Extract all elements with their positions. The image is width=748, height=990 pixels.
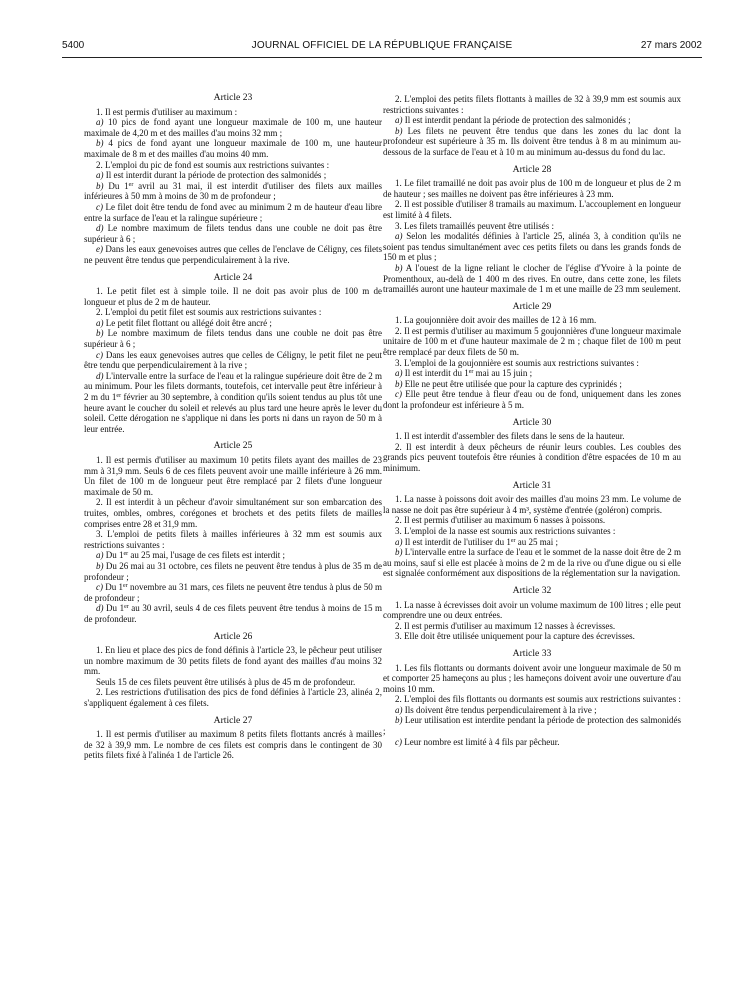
article-section <box>383 481 681 579</box>
article-paragraph: c) Le filet doit être tendu de fond avec au minimum 2 m de hauteur d'eau libre entre la surface de l'eau et la ralingue supérieure ; <box>84 201 382 223</box>
article-title: Article 33 <box>512 647 552 659</box>
article-paragraph: 3. Les filets tramaillés peuvent être utilisés : <box>395 220 554 231</box>
article-paragraph: a) Ils doivent être tendus perpendiculairement à la rive ; <box>395 704 597 715</box>
article-title: Article 29 <box>512 300 552 312</box>
publication-date: 27 mars 2002 <box>640 40 702 51</box>
article-paragraph: 1. La nasse à poissons doit avoir des mailles d'au moins 23 mm. Le volume de la nasse ne doit pas être supérieur à 4 m³, système d'entrée (goléron) compris. <box>383 494 681 515</box>
article-paragraph: 2. Les restrictions d'utilisation des pics de fond définies à l'article 23, alinéa 2, s'appliquent également à ces filets. <box>84 687 382 709</box>
article-paragraph: a) Le petit filet flottant ou allégé doit être ancré ; <box>96 317 272 328</box>
article-paragraph: 1. Il est interdit d'assembler des filets dans le sens de la hauteur. <box>395 431 625 442</box>
article-paragraph: 2. Il est interdit à deux pêcheurs de réunir leurs coubles. Les coubles des grands pics peuvent toutefois être réunies à condition d'être espacées de 10 m au minimum. <box>383 441 681 473</box>
article-title: Article 24 <box>213 271 253 283</box>
article-paragraph: a) 10 pics de fond ayant une longueur maximale de 100 m, une hauteur maximale de 4,20 m et des mailles d'au moins 32 mm ; <box>84 117 382 138</box>
article-paragraph: d) Du 1er au 30 avril, seuls 4 de ces filets peuvent être tendus à moins de 15 m de profondeur. <box>84 603 383 624</box>
article-paragraph: 2. Il est possible d'utiliser 8 tramails au maximum. L'accouplement en longueur est limité à 4 filets. <box>383 199 681 220</box>
article-paragraph: c) Dans les eaux genevoises autres que celles de Céligny, le petit filet ne peut être tendu que perpendiculairement à la rive ; <box>84 349 382 371</box>
journal-title: JOURNAL OFFICIEL DE LA RÉPUBLIQUE FRANÇAISE <box>251 40 513 51</box>
article-paragraph: a) Selon les modalités définies à l'article 25, alinéa 3, à condition qu'ils ne soient pas tendus simultanément avec ces petits filets ou dans les grands fonds de 150 m et plus ; <box>383 231 681 263</box>
article-section <box>383 586 681 642</box>
right-column <box>383 94 681 747</box>
article-title: Article 32 <box>512 584 552 596</box>
article-paragraph: 1. Il est permis d'utiliser au maximum 10 petits filets ayant des mailles de 23 mm à 31,9 mm. Seuls 6 de ces filets peuvent avoir une maille inférieure à 26 mm. Un filet de 100 m de longueur peut être remplacé par 2 filets d'une longueur maximale de 50 m. <box>84 455 382 497</box>
article-paragraph: e) Dans les eaux genevoises autres que celles de l'enclave de Céligny, ces filets ne peuvent être tendus que perpendiculairement à la rive. <box>84 244 382 265</box>
article-paragraph: 1. En lieu et place des pics de fond définis à l'article 23, le pêcheur peut utiliser un nombre maximum de 30 petits filets de fond ayant des mailles d'au moins 32 mm. <box>84 645 382 677</box>
article-paragraph: 2. Il est interdit à un pêcheur d'avoir simultanément sur son embarcation des truites, ombles, ombres, corégones et brochets et des petits filets de mailles comprises entre 28 et 31,9 mm. <box>84 497 382 529</box>
article-section <box>383 418 681 474</box>
article-section <box>84 93 382 266</box>
article-paragraph: c) Du 1er novembre au 31 mars, ces filets ne peuvent être tendus à plus de 50 m de profondeur ; <box>84 582 382 603</box>
article-section <box>383 165 681 295</box>
article-section <box>84 632 382 709</box>
article-paragraph: 2. L'emploi du pic de fond est soumis aux restrictions suivantes : <box>96 159 330 170</box>
article-paragraph: c) Leur nombre est limité à 4 fils par pêcheur. <box>395 736 560 747</box>
article-title: Article 28 <box>512 163 552 175</box>
article-paragraph: b) Du 1er avril au 31 mai, il est interdit d'utiliser des filets aux mailles inférieures à 50 mm à moins de 30 m de profondeur ; <box>84 180 383 202</box>
article-title: Article 26 <box>213 630 253 642</box>
article-paragraph: b) Elle ne peut être utilisée que pour la capture des cyprinidés ; <box>395 378 622 389</box>
article-section <box>383 94 681 158</box>
article-section <box>383 649 681 747</box>
article-section <box>84 716 382 761</box>
article-section <box>383 302 681 411</box>
article-paragraph: 2. Il est permis d'utiliser au maximum 12 nasses à écrevisses. <box>395 620 616 631</box>
article-paragraph: b) Leur utilisation est interdite pendant la période de protection des salmonidés ; <box>383 715 681 737</box>
article-paragraph: 1. Il est permis d'utiliser au maximum : <box>96 106 238 117</box>
article-paragraph: 2. L'emploi du petit filet est soumis aux restrictions suivantes : <box>96 307 322 318</box>
article-title: Article 23 <box>213 92 253 103</box>
article-title: Article 25 <box>213 440 253 452</box>
page-number: 5400 <box>62 40 85 51</box>
article-paragraph: a) Il est interdit du 1er mai au 15 juin ; <box>395 368 533 379</box>
article-section <box>84 441 382 624</box>
article-paragraph: b) Du 26 mai au 31 octobre, ces filets ne peuvent être tendus à plus de 35 m de profondeur ; <box>84 560 382 582</box>
article-paragraph: b) A l'ouest de la ligne reliant le clocher de l'église d'Yvoire à la pointe de Promenthoux, au-delà de 1 400 m des rives. En outre, dans cette zone, les filets tramaillés auront une hauteur maximale de 1 m et une maille de 23 mm seulement. <box>383 262 681 295</box>
article-paragraph: 1. La goujonnière doit avoir des mailles de 12 à 16 mm. <box>395 315 597 326</box>
article-paragraph: b) Les filets ne peuvent être tendus que dans les zones du lac dont la profondeur est supérieure à 35 m. Ils doivent être tendus à 8 m au minimum au-dessous de la surface de l'eau et à 10 m au minimum au-dessus du fond du lac. <box>383 125 681 157</box>
article-paragraph: b) Le nombre maximum de filets tendus dans une couble ne doit pas être supérieur à 6 ; <box>84 328 382 350</box>
article-paragraph: a) Il est interdit pendant la période de protection des salmonidés ; <box>395 115 631 126</box>
article-paragraph: 3. L'emploi de la goujonnière est soumis aux restrictions suivantes : <box>395 357 639 368</box>
article-paragraph: 3. L'emploi de la nasse est soumis aux restrictions suivantes : <box>395 525 616 536</box>
article-paragraph: 1. Le filet tramaillé ne doit pas avoir plus de 100 m de longueur et plus de 2 m de hauteur ; ses mailles ne doivent pas être inférieures à 23 mm. <box>383 178 681 199</box>
article-section <box>84 273 382 435</box>
article-title: Article 31 <box>512 479 552 491</box>
article-paragraph: 1. La nasse à écrevisses doit avoir un volume maximum de 100 litres ; elle peut comprendre une ou deux entrées. <box>383 599 681 621</box>
article-paragraph: 3. L'emploi de petits filets à mailles inférieures à 32 mm est soumis aux restrictions suivantes : <box>84 529 382 550</box>
article-paragraph: a) Il est interdit durant la période de protection des salmonidés ; <box>96 170 327 181</box>
article-paragraph: a) Il est interdit de l'utiliser du 1er au 25 mai ; <box>395 536 559 547</box>
article-paragraph: b) 4 pics de fond ayant une longueur maximale de 100 m, une hauteur maximale de 8 m et des mailles d'au moins 40 mm. <box>84 138 382 159</box>
article-paragraph: 1. Les fils flottants ou dormants doivent avoir une longueur maximale de 50 m et comporter 25 hameçons au plus ; les hameçons doivent avoir une ouverture d'au moins 10 mm. <box>383 662 681 694</box>
article-paragraph: d) Le nombre maximum de filets tendus dans une couble ne doit pas être supérieur à 6 ; <box>84 223 382 244</box>
article-paragraph: c) Elle peut être tendue à fleur d'eau ou de fond, uniquement dans les zones dont la profondeur est inférieure à 5 m. <box>383 389 681 411</box>
article-paragraph: a) Du 1er au 25 mai, l'usage de ces filets est interdit ; <box>96 550 285 561</box>
article-paragraph: 3. Elle doit être utilisée uniquement pour la capture des écrevisses. <box>395 631 635 642</box>
article-paragraph: 2. Il est permis d'utiliser au maximum 5 goujonnières d'une longueur maximale unitaire de 100 m et d'une hauteur maximale de 2 m ; chaque filet de 100 m peut être remplacé par deux filets de 50 m. <box>383 325 681 358</box>
article-paragraph: 2. Il est permis d'utiliser au maximum 6 nasses à poissons. <box>395 515 606 526</box>
article-paragraph: Seuls 15 de ces filets peuvent être utilisés à plus de 45 m de profondeur. <box>96 676 356 687</box>
article-paragraph: 2. L'emploi des fils flottants ou dormants est soumis aux restrictions suivantes : <box>395 694 681 705</box>
article-paragraph: 1. Il est permis d'utiliser au maximum 8 petits filets flottants ancrés à mailles de 32 à 39,9 mm. Le nombre de ces filets est compris dans le contingent de 30 petits filets fixé à l'alinéa 1 de l'article 26. <box>84 729 382 761</box>
article-paragraph: 2. L'emploi des petits filets flottants à mailles de 32 à 39,9 mm est soumis aux restrictions suivantes : <box>383 94 681 115</box>
left-column <box>84 86 382 761</box>
article-paragraph: b) L'intervalle entre la surface de l'eau et le sommet de la nasse doit être de 2 m au moins, sauf si elle est placée à moins de 2 m de la rive ou d'une digue ou si elle est signalée conformément aux dispositions de la réglementation sur la navigation. <box>383 547 681 579</box>
article-paragraph: d) L'intervalle entre la surface de l'eau et la ralingue supérieure doit être de 2 m au minimum. Pour les filets dormants, toutefois, cet intervalle peut être inférieur à 2 m du 1er février au 30 septembre, à condition qu'ils soient tendus au plus tôt une heure avant le coucher du soleil et relevés au plus tard une heure après le lever du soleil. Cette dérogation ne s'applique ni dans les ports ni dans un rayon de 50 m à leur entrée. <box>84 370 382 434</box>
page-header <box>62 40 702 56</box>
article-title: Article 30 <box>512 416 552 428</box>
header-rule <box>62 57 702 58</box>
article-paragraph: 1. Le petit filet est à simple toile. Il ne doit pas avoir plus de 100 m de longueur et plus de 2 m de hauteur. <box>84 286 382 307</box>
article-title: Article 27 <box>213 714 253 726</box>
